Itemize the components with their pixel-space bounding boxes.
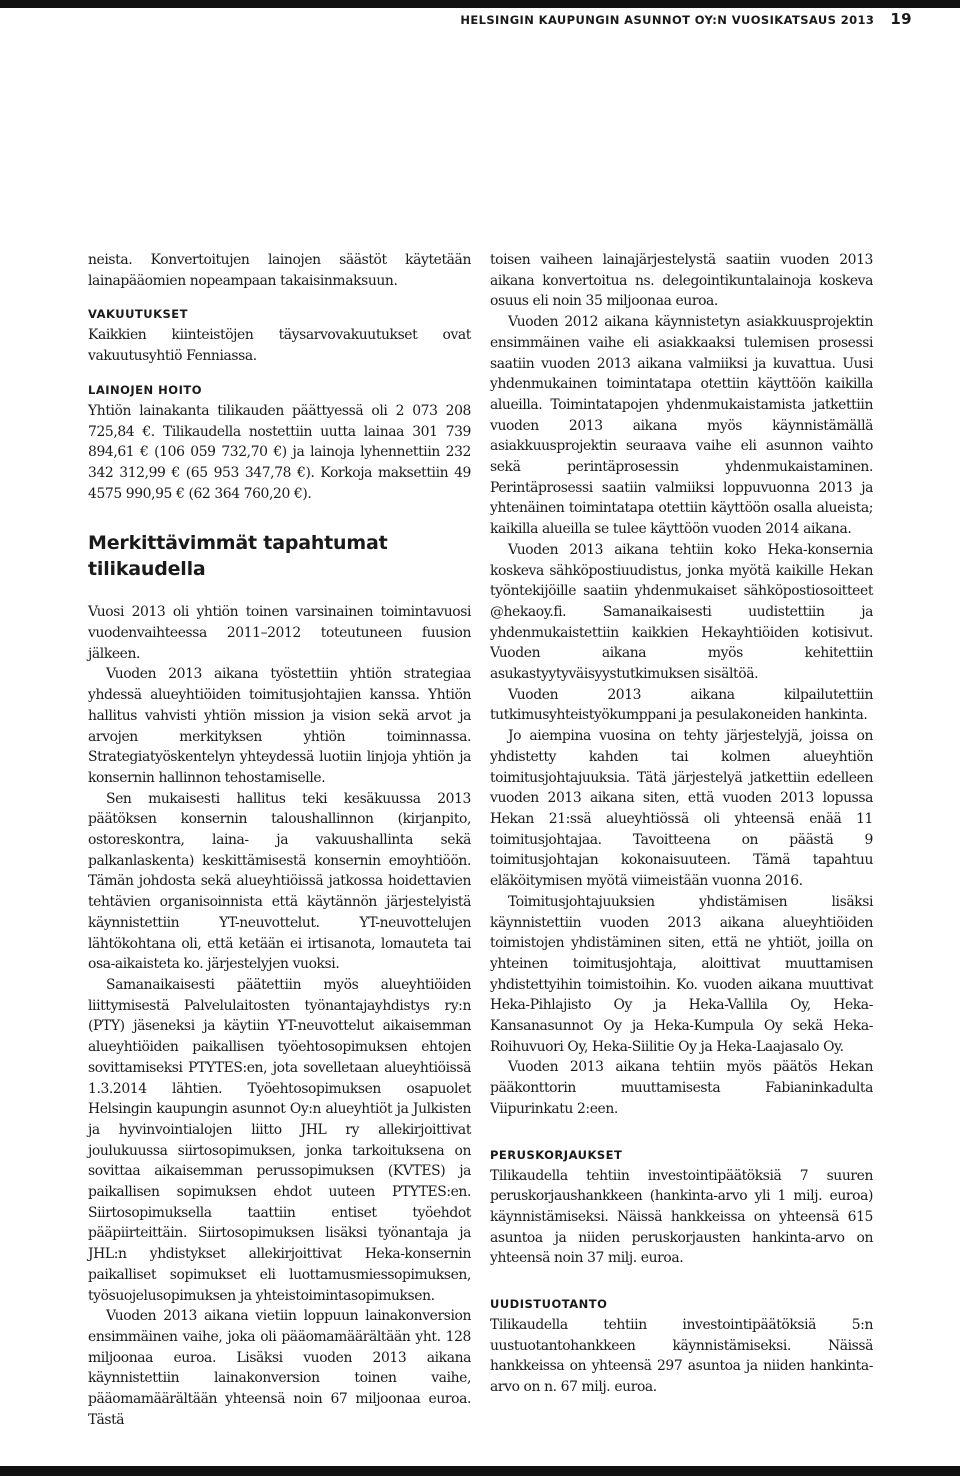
body-paragraph: Vuoden 2013 aikana tehtiin myös päätös Hekan pääkonttorin muuttamisesta Fabianinkadulta Viipurinkatu 2:een. xyxy=(490,1059,873,1117)
body-paragraph: Kaikkien kiinteistöjen täysarvovakuutukset ovat vakuutusyhtiö Fenniassa. xyxy=(88,327,471,365)
subheading-peruskorjaukset: PERUSKORJAUKSET xyxy=(490,1147,623,1162)
body-paragraph: Vuoden 2013 aikana työstettiin yhtiön strategiaa yhdessä alueyhtiöiden toimitusjohtajien kanssa. Yhtiön hallitus vahvisti yhtiön mission ja vision sekä arvot ja arvojen merkityksen yhtiön toiminnassa. Strategiatyöskentelyn yhteydessä luotiin linjoja yhtiön ja konsernin hallinnon tehostamiselle. xyxy=(88,666,471,786)
body-paragraph: Samanaikaisesti päätettiin myös alueyhtiöiden liittymisestä Palvelulaitosten työnantajayhdistys ry:n (PTY) jäseneksi ja käytiin YT-neuvottelut aikaisemman alueyhtiöiden paikallisen työehtosopimuksen ehtojen sovittamiseksi PTYTES:en, jota sovelletaan alueyhtiöissä 1.3.2014 lähtien. Työehtosopimuksen osapuolet Helsingin kaupungin asunnot Oy:n alueyhtiöt ja Julkisten ja hyvinvointialojen liitto JHL ry allekirjoittivat joulukuussa siirtosopimuksen, jonka tarkoituksena on sovittaa aikaisemman perussopimuksen (KVTES) ja paikallisen sopimuksen ehdot uuteen PTYTES:en. Siirtosopimuksella taattiin entiset työehdot pääpiirteittäin. Siirtosopimuksen lisäksi työnantaja ja JHL:n yhdistykset allekirjoittivat Heka-konsernin paikalliset sopimukset eli luottamusmiessopimuksen, työsuojelusopimuksen ja yhteistoimintasopimuksen. xyxy=(88,976,471,1304)
body-paragraph: toisen vaiheen lainajärjestelystä saatiin vuoden 2013 aikana konvertoitua ns. delegointikuntalainoja koskeva osuus eli noin 35 miljoonaa euroa. xyxy=(490,252,873,310)
body-paragraph: Yhtiön lainakanta tilikauden päättyessä oli 2 073 208 725,84 €. Tilikaudella nostettiin uutta lainaa 301 739 894,61 € (106 059 732,70 €) ja lainoja lyhennettiin 232 342 312,99 € (65 953 347,78 €). Korkoja maksettiin 49 4575 990,95 € (62 364 760,20 €). xyxy=(88,402,471,502)
running-header xyxy=(460,10,912,28)
running-title: HELSINGIN KAUPUNGIN ASUNNOT OY:N VUOSIKATSAUS 2013 xyxy=(460,13,875,27)
body-paragraph: Jo aiempina vuosina on tehty järjestelyjä, joissa on yhdistetty kahden tai kolmen alueyhtiön toimitusjohtajuuksia. Tätä järjestelyä jatkettiin edelleen vuoden 2013 aikana siten, että vuoden 2013 lopussa Hekan 21:ssä alueyhtiössä oli yhteensä enää 11 toimitusjohtajaa. Tavoitteena on päästä 9 toimitusjohtajan kokonaisuuteen. Tämä tapahtuu eläköitymisen myötä viimeistään vuonna 2016. xyxy=(490,728,873,890)
body-paragraph: Tilikaudella tehtiin investointipäätöksiä 7 suuren peruskorjaushankkeen (hankinta-arvo yli 1 milj. euroa) käynnistämiseksi. Näissä hankkeissa on yhteensä 615 asuntoa ja niiden peruskorjausten hankinta-arvo on yhteensä noin 37 milj. euroa. xyxy=(490,1167,873,1267)
bottom-rule xyxy=(0,1466,960,1476)
body-paragraph: Vuoden 2013 aikana vietiin loppuun lainakonversion ensimmäinen vaihe, joka oli pääomamäärältään yht. 128 miljoonaa euroa. Lisäksi vuoden 2013 aikana käynnistettiin lainakonversion toinen vaihe, pääomamäärältään yhteensä noin 67 miljoonaa euroa. Tästä xyxy=(88,1308,471,1428)
page-number: 19 xyxy=(890,10,912,28)
subheading-lainojen-hoito: LAINOJEN HOITO xyxy=(88,382,202,397)
body-paragraph: Vuoden 2012 aikana käynnistetyn asiakkuusprojektin ensimmäinen vaihe eli asiakkaaksi tulemisen prosessi saatiin vuoden 2013 aikana valmiiksi ja kuvattua. Uusi yhdenmukainen toimintatapa otettiin käyttöön kaikilla alueilla. Toimintatapojen yhdenmukaistamista jatkettiin vuoden 2013 aikana myös käynnistämällä asiakkuusprojektin seuraava vaihe eli asunnon vaihto sekä perintäprosessin yhdenmukaistaminen. Perintäprosessi saatiin valmiiksi loppuvuonna 2013 ja yhtenäinen toimintatapa otettiin käyttöön osalla alueista; kaikilla alueilla se tulee käyttöön vuoden 2014 aikana. xyxy=(490,314,873,538)
body-paragraph: Vuoden 2013 aikana kilpailutettiin tutkimusyhteistyökumppani ja pesulakoneiden hankinta. xyxy=(490,686,873,724)
body-paragraph: Toimitusjohtajuuksien yhdistämisen lisäksi käynnistettiin vuoden 2013 aikana alueyhtiöiden toimistojen yhdistäminen siten, että ne yhtiöt, joilla on yhteinen toimitusjohtaja, aloittivat muuttamisen yhdistettyihin toimistoihin. Ko. vuoden aikana muuttivat Heka-Pihlajisto Oy ja Heka-Vallila Oy, Heka-Kansanasunnot Oy ja Heka-Kumpula Oy sekä Heka-Roihuvuori Oy, Heka-Siilitie Oy ja Heka-Laajasalo Oy. xyxy=(490,893,873,1055)
body-paragraph: Vuoden 2013 aikana tehtiin koko Heka-konsernia koskeva sähköpostiuudistus, jonka myötä kaikille Hekan työntekijöille saatiin yhdenmukaiset sähköpostiosoitteet @hekaoy.fi. Samanaikaisesti uudistettiin ja yhdenmukaistettiin kaikkien Hekayhtiöiden kotisivut. Vuoden aikana myös kehitettiin asukastyytyväisyystutkimuksen sisältöä. xyxy=(490,541,873,683)
body-paragraph: Vuosi 2013 oli yhtiön toinen varsinainen toimintavuosi vuodenvaihteessa 2011–2012 toteutuneen fuusion jälkeen. xyxy=(88,604,471,662)
right-column xyxy=(490,250,873,1398)
section-title: Merkittävimmät tapahtumat tilikaudella xyxy=(88,532,388,581)
body-paragraph: Sen mukaisesti hallitus teki kesäkuussa 2013 päätöksen konsernin taloushallinnon (kirjanpito, ostoreskontra, laina- ja vakuushallinta sekä palkanlaskenta) keskittämisestä konsernin emoyhtiöön. Tämän johdosta sekä alueyhtiöissä jatkossa hoidettavien tehtävien organisoinnista että käytännön järjestelyistä käynnistettiin YT-neuvottelut. YT-neuvottelujen lähtökohtana oli, että ketään ei irtisanota, lomauteta tai osa-aikaisteta ko. järjestelyjen vuoksi. xyxy=(88,790,471,973)
top-rule xyxy=(0,0,960,8)
subheading-vakuutukset: VAKUUTUKSET xyxy=(88,307,188,322)
subheading-uudistuotanto: UUDISTUOTANTO xyxy=(490,1297,608,1312)
body-paragraph: neista. Konvertoitujen lainojen säästöt käytetään lainapääomien nopeampaan takaisinmaksuun. xyxy=(88,252,471,289)
body-paragraph: Tilikaudella tehtiin investointipäätöksiä 5:n uustuotantohankkeen käynnistämiseksi. Näissä hankkeissa on yhteensä 297 asuntoa ja niiden hankinta-arvo on n. 67 milj. euroa. xyxy=(490,1317,873,1396)
left-column xyxy=(88,250,471,1430)
